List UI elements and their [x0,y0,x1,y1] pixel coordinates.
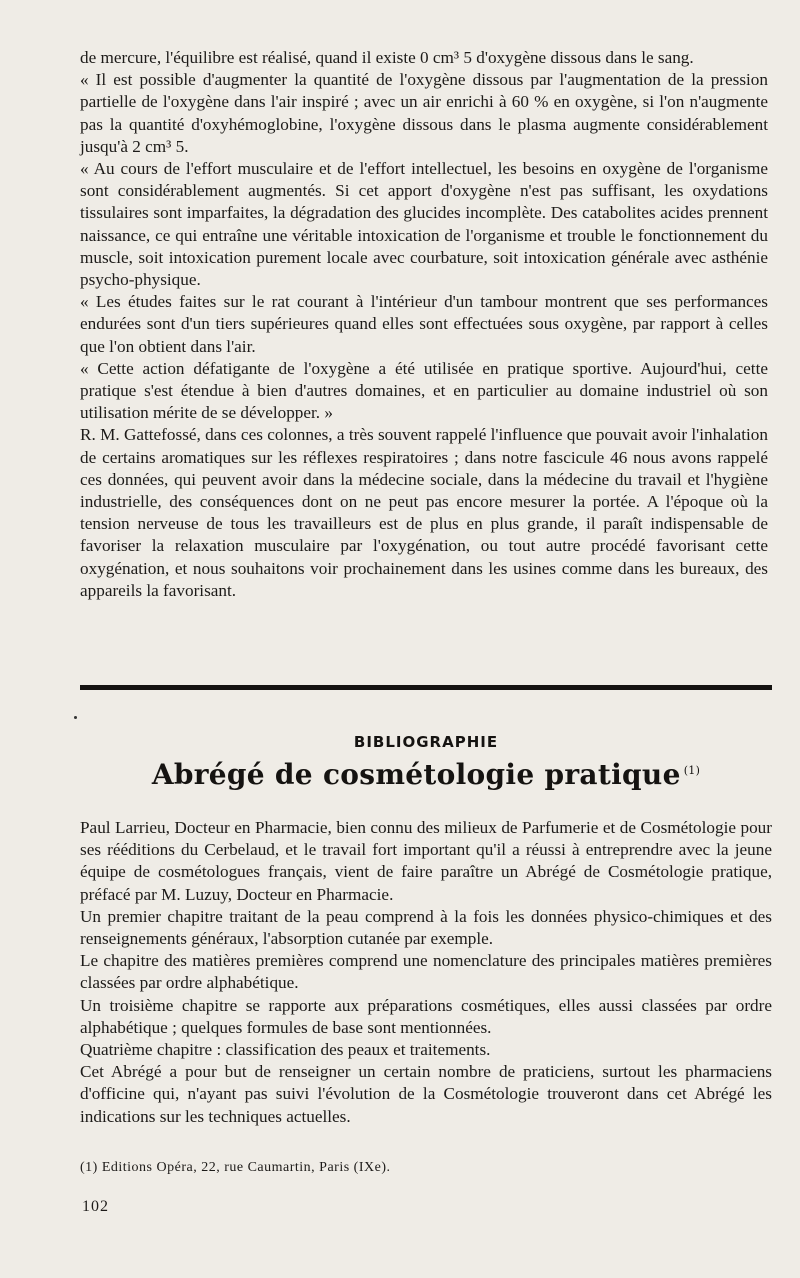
review-body [80,817,772,1128]
footnote: (1) Editions Opéra, 22, rue Caumartin, Paris (IXe). [80,1160,391,1175]
review-title [0,758,800,791]
paragraph: Un premier chapitre traitant de la peau comprend à la fois les données physico-chimiques et des renseignements généraux, l'absorption cutanée par exemple. [80,906,772,949]
paragraph: Paul Larrieu, Docteur en Pharmacie, bien connu des milieux de Parfumerie et de Cosmétologie pour ses rééditions du Cerbelaud, et le travail fort important qu'il a réussi à entreprendre avec la jeune équipe de cosmétologues français, vient de faire paraître un Abrégé de Cosmétologie pratique, préfacé par M. Luzuy, Docteur en Pharmacie. [80,818,772,904]
paragraph: « Il est possible d'augmenter la quantité de l'oxygène dissous par l'augmentation de la pression partielle de l'oxygène dans l'air inspiré ; avec un air enrichi à 60 % en oxygène, si l'on n'augmente pas la quantité d'oxyhémoglobine, l'oxygène dissous dans le plasma augmente considérablement jusqu'à 2 cm³ 5. [80,70,768,156]
paragraph: Quatrième chapitre : classification des peaux et traitements. [80,1040,491,1060]
article-continuation [80,47,768,602]
paragraph: Le chapitre des matières premières comprend une nomenclature des principales matières premières classées par ordre alphabétique. [80,951,772,993]
paragraph: de mercure, l'équilibre est réalisé, quand il existe 0 cm³ 5 d'oxygène dissous dans le sang. [80,48,694,67]
section-label: BIBLIOGRAPHIE [353,733,499,751]
footnote-ref: (1) [683,763,701,777]
paragraph: R. M. Gattefossé, dans ces colonnes, a très souvent rappelé l'influence que pouvait avoir l'inhalation de certains aromatiques sur les réflexes respiratoires ; dans notre fascicule 46 nous avons rappelé ces données, qui peuvent avoir dans la médecine sociale, dans la médecine du travail et l'hygiène industrielle, des conséquences dont on ne peut pas encore mesurer la portée. A l'époque où la tension nerveuse de tous les travailleurs est de plus en plus grande, il paraît indispensable de favoriser la relaxation musculaire par l'oxygénation, ou tout autre procédé favorisant cette oxygénation, et nous souhaitons voir prochainement dans les usines comme dans les bureaux, des appareils la favorisant. [80,425,768,600]
review-title-text: Abrégé de cosmétologie pratique [151,758,681,791]
paragraph: Un troisième chapitre se rapporte aux préparations cosmétiques, elles aussi classées par ordre alphabétique ; quelques formules de base sont mentionnées. [80,995,772,1037]
section-divider [80,685,772,690]
page-number: 102 [82,1198,109,1215]
paragraph: « Au cours de l'effort musculaire et de l'effort intellectuel, les besoins en oxygène de l'organisme sont considérablement augmentés. Si cet apport d'oxygène n'est pas suffisant, les oxydations tissulaires sont imparfaites, la dégradation des glucides incomplète. Des catabolites acides prennent naissance, ce qui entraîne une véritable intoxication de l'organisme et trouble le fonctionnement du muscle, soit intoxication purement locale avec courbature, soit intoxication générale avec asthénie psycho-physique. [80,159,768,290]
paragraph: Cet Abrégé a pour but de renseigner un certain nombre de praticiens, surtout les pharmaciens d'officine qui, n'ayant pas suivi l'évolution de la Cosmétologie trouveront dans cet Abrégé les indications sur les techniques actuelles. [80,1062,772,1126]
paragraph: « Cette action défatigante de l'oxygène a été utilisée en pratique sportive. Aujourd'hui, cette pratique s'est étendue à bien d'autres domaines, et en particulier au domaine industriel où son utilisation mérite de se développer. » [80,358,768,423]
ink-dot [74,716,77,719]
paragraph: « Les études faites sur le rat courant à l'intérieur d'un tambour montrent que ses performances endurées sont d'un tiers supérieures quand elles sont effectuées sous oxygène, par rapport à celles que l'on obtient dans l'air. [80,292,768,356]
